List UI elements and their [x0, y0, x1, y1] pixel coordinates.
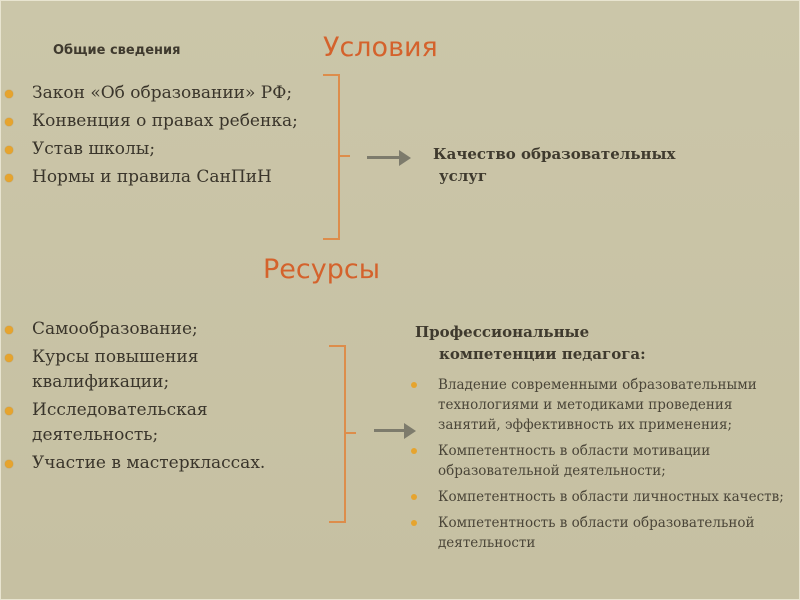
- conditions-bracket: [323, 74, 340, 240]
- list-item-text: Компетентность в области образовательной деятельности: [438, 515, 755, 551]
- bullet-icon: [5, 326, 13, 334]
- bullet-icon: [411, 520, 417, 526]
- bullet-icon: [5, 118, 13, 126]
- competence-title-line-1: Профессиональные: [415, 323, 590, 341]
- list-item: [409, 487, 789, 507]
- list-item: [1, 451, 311, 476]
- bullet-icon: [5, 460, 13, 468]
- list-item: [1, 345, 311, 395]
- list-item-text: Курсы повышения квалификации;: [32, 347, 199, 392]
- bullet-icon: [411, 382, 417, 388]
- list-item: [409, 513, 789, 553]
- bullet-icon: [5, 354, 13, 362]
- conditions-heading: Условия: [323, 32, 438, 63]
- list-item-text: Самообразование;: [32, 319, 198, 339]
- list-item-text: Исследовательская деятельность;: [32, 400, 208, 445]
- bullet-icon: [411, 448, 417, 454]
- bullet-icon: [5, 407, 13, 415]
- bullet-icon: [411, 494, 417, 500]
- resources-list: [1, 317, 311, 479]
- bullet-icon: [5, 174, 13, 182]
- list-item-text: Владение современными образовательными технологиями и методиками проведения занятий, эффективность их применения;: [438, 377, 757, 433]
- conditions-list: [1, 81, 321, 193]
- resources-bracket: [329, 345, 346, 523]
- list-item: [1, 137, 321, 162]
- quality-line-1: Качество образовательных: [433, 145, 676, 163]
- quality-line-2: услуг: [439, 167, 488, 185]
- list-item: [1, 165, 321, 190]
- list-item-text: Конвенция о правах ребенка;: [32, 111, 298, 131]
- subtitle: Общие сведения: [53, 43, 181, 58]
- quality-label: [433, 143, 733, 187]
- list-item-text: Компетентность в области личностных качеств;: [438, 489, 784, 505]
- list-item: [1, 398, 311, 448]
- list-item: [1, 81, 321, 106]
- resources-heading: Ресурсы: [263, 254, 381, 285]
- competence-title: [415, 321, 795, 365]
- list-item: [1, 317, 311, 342]
- competence-list: [409, 375, 789, 559]
- list-item-text: Закон «Об образовании» РФ;: [32, 83, 293, 103]
- list-item: [1, 109, 321, 134]
- list-item-text: Компетентность в области мотивации образовательной деятельности;: [438, 443, 711, 479]
- right-arrow-icon: [367, 150, 411, 166]
- list-item-text: Устав школы;: [32, 139, 156, 159]
- list-item: [409, 441, 789, 481]
- resources-bracket-tick: [346, 432, 356, 434]
- list-item-text: Нормы и правила СанПиН: [32, 167, 272, 187]
- competence-title-line-2: компетенции педагога:: [439, 345, 646, 363]
- bullet-icon: [5, 146, 13, 154]
- list-item: [409, 375, 789, 435]
- conditions-bracket-tick: [340, 155, 350, 157]
- bullet-icon: [5, 90, 13, 98]
- list-item-text: Участие в мастерклассах.: [32, 453, 266, 473]
